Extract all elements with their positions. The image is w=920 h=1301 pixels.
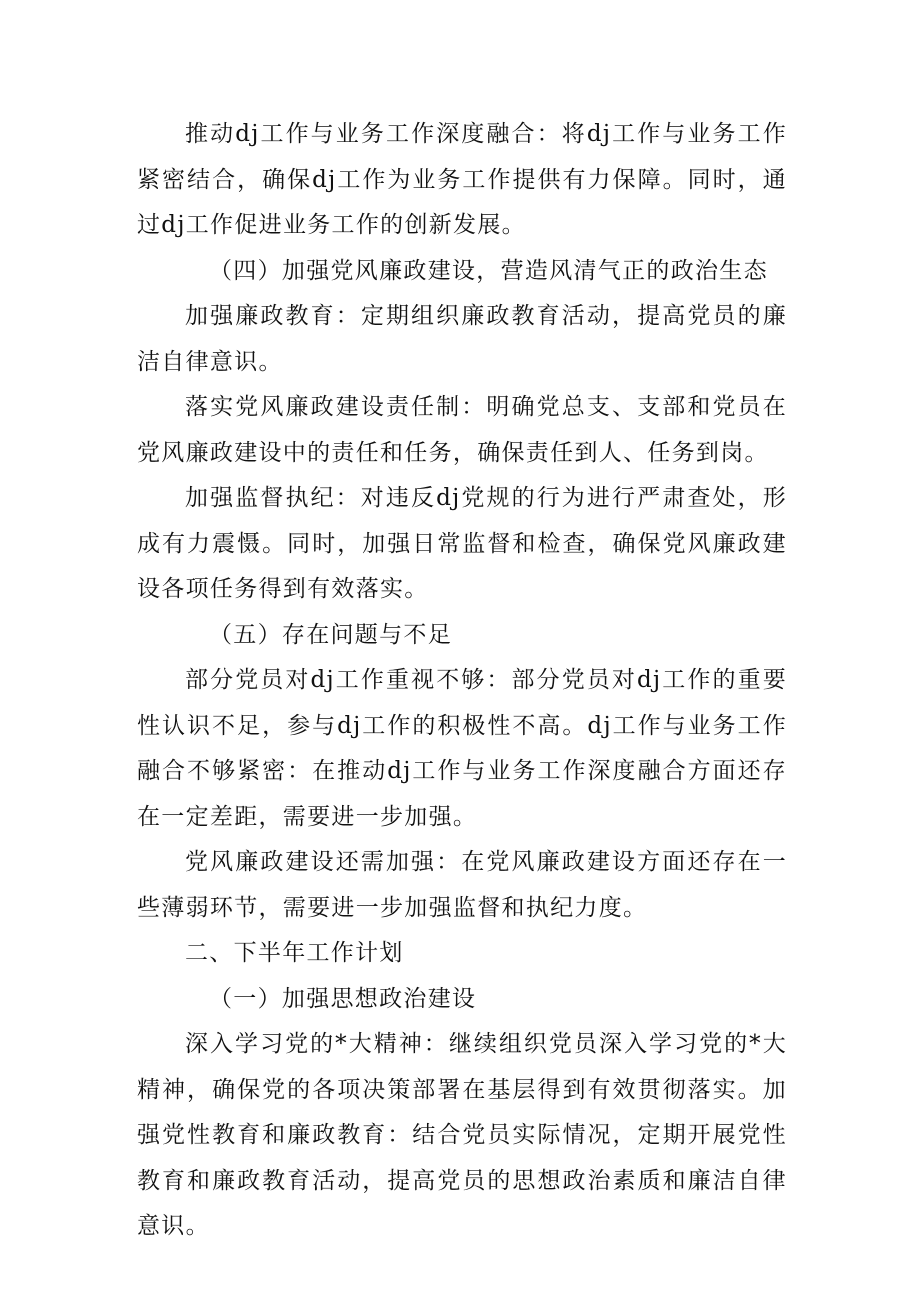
- paragraph-ideological-study: 深入学习党的*大精神：继续组织党员深入学习党的*大精神，确保党的各项决策部署在基层得到有效贯彻落实。加强党性教育和廉政教育：结合党员实际情况，定期开展党性教育和廉政教育活动，提高党员的思想政治素质和廉洁自律意识。: [137, 1031, 787, 1239]
- paragraph-party-work-integration: 推动dj工作与业务工作深度融合：将dj工作与业务工作紧密结合，确保dj工作为业务工作提供有力保障。同时，通过dj工作促进业务工作的创新发展。: [137, 121, 787, 238]
- paragraph-supervision-discipline: 加强监督执纪：对违反dj党规的行为进行严肃查处，形成有力震慑。同时，加强日常监督和检查，确保党风廉政建设各项任务得到有效落实。: [137, 485, 787, 602]
- document-body: [137, 112, 787, 1250]
- section-heading-1: （一）加强思想政治建设: [209, 985, 477, 1012]
- paragraph-problems-attention: 部分党员对dj工作重视不够：部分党员对dj工作的重要性认识不足，参与dj工作的积极性不高。dj工作与业务工作融合不够紧密：在推动dj工作与业务工作深度融合方面还存在一定差距，需要进一步加强。: [137, 667, 787, 830]
- paragraph-responsibility-system: 落实党风廉政建设责任制：明确党总支、支部和党员在党风廉政建设中的责任和任务，确保责任到人、任务到岗。: [137, 394, 787, 466]
- chapter-heading-2: 二、下半年工作计划: [185, 940, 404, 966]
- paragraph-integrity-education: 加强廉政教育：定期组织廉政教育活动，提高党员的廉洁自律意识。: [137, 303, 787, 375]
- section-heading-5: （五）存在问题与不足: [209, 621, 452, 648]
- paragraph-problems-integrity: 党风廉政建设还需加强：在党风廉政建设方面还存在一些薄弱环节，需要进一步加强监督和执纪力度。: [137, 849, 787, 921]
- section-heading-4: （四）加强党风廉政建设，营造风清气正的政治生态: [209, 257, 768, 284]
